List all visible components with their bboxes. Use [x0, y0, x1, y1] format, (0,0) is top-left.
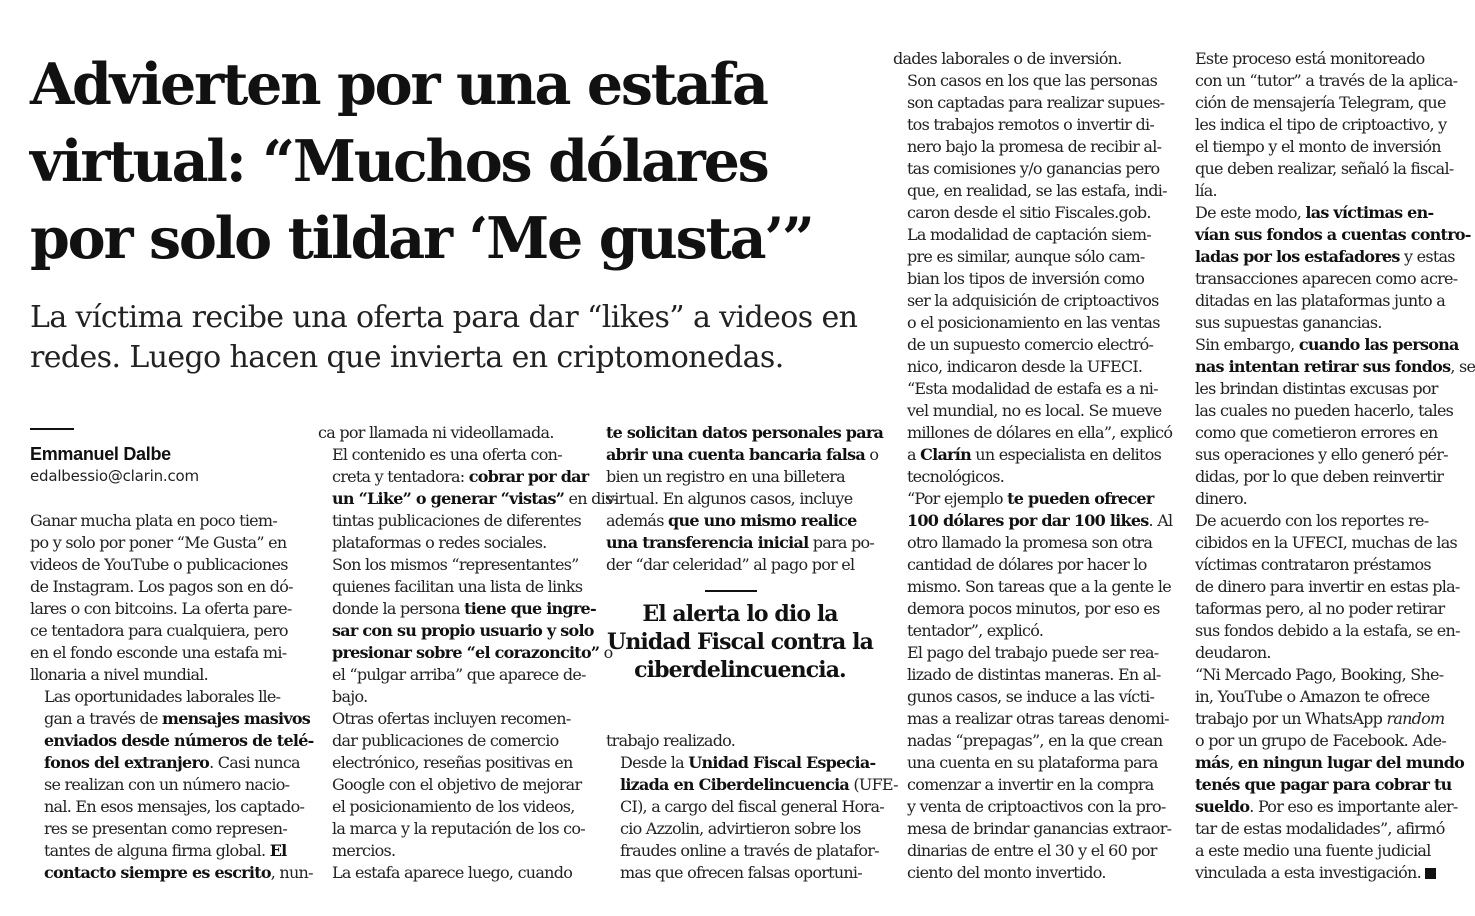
- text-line: Sin embargo, cuando las persona: [1195, 335, 1459, 354]
- bold-text: contacto siempre es escrito: [44, 863, 271, 882]
- text-line: cantidad de dólares por hacer lo: [907, 555, 1147, 574]
- text-line: didas, por lo que deben reinvertir: [1195, 467, 1444, 486]
- bold-text: te solicitan datos personales para: [606, 423, 884, 442]
- bold-text: El: [269, 841, 287, 860]
- text-line: lizado de distintas maneras. En al-: [907, 665, 1161, 684]
- text-line: dades laborales o de inversión.: [893, 49, 1122, 68]
- text-line: una cuenta en su plataforma para: [907, 753, 1158, 772]
- text-line: la marca y la reputación de los co-: [332, 819, 585, 838]
- text-line: fonos del extranjero. Casi nunca: [44, 753, 300, 772]
- text-line: El pago del trabajo puede ser rea-: [907, 643, 1159, 662]
- text-line: gunos casos, se induce a las vícti-: [907, 687, 1155, 706]
- text-line: “Por ejemplo te pueden ofrecer: [907, 489, 1154, 508]
- text-line: o por un grupo de Facebook. Ade-: [1195, 731, 1447, 750]
- text-line: Son los mismos “representantes”: [332, 555, 579, 574]
- text-line: se realizan con un número nacio-: [44, 775, 290, 794]
- text-line: a Clarín un especialista en delitos: [907, 445, 1162, 464]
- text-line: transacciones aparecen como acre-: [1195, 269, 1458, 288]
- text-line: cio Azzolin, advirtieron sobre los: [620, 819, 861, 838]
- text-line: Google con el objetivo de mejorar: [332, 775, 582, 794]
- text-line: mismo. Son tareas que a la gente le: [907, 577, 1171, 596]
- text-line: Las oportunidades laborales lle-: [44, 687, 281, 706]
- text-line: ser la adquisición de criptoactivos: [907, 291, 1159, 310]
- text-line: der “dar celeridad” al pago por el: [606, 555, 855, 574]
- bold-text: Unidad Fiscal Especia-: [688, 753, 876, 772]
- text-line: donde la persona tiene que ingre-: [332, 599, 596, 618]
- pull-quote-line: ciberdelincuencia.: [634, 657, 846, 683]
- author-name: Emmanuel Dalbe: [30, 444, 171, 464]
- text-line: dinero.: [1195, 489, 1247, 508]
- article-column-4: [893, 48, 1173, 884]
- text-line: mas que ofrecen falsas oportuni-: [620, 863, 862, 882]
- paragraph: [1181, 48, 1458, 202]
- text-line: sus supuestas ganancias.: [1195, 313, 1382, 332]
- paragraph: [893, 488, 1173, 642]
- text-line: contacto siempre es escrito, nun-: [44, 863, 313, 882]
- text-line: Este proceso está monitoreado: [1195, 49, 1425, 68]
- italic-text: random: [1386, 709, 1445, 728]
- subheadline: [30, 298, 870, 378]
- text-line: ce tentadora para cualquiera, pero: [30, 621, 288, 640]
- text-line: De este modo, las víctimas en-: [1195, 203, 1434, 222]
- text-line: mercios.: [332, 841, 396, 860]
- paragraph: [318, 422, 588, 444]
- text-line: en el fondo esconde una estafa mi-: [30, 643, 287, 662]
- text-line: un “Like” o generar “vistas” en dis-: [332, 489, 618, 508]
- text-line: Otras ofertas incluyen recomen-: [332, 709, 571, 728]
- bold-text: cobrar por dar: [468, 467, 589, 486]
- paragraph: [1181, 334, 1475, 510]
- bold-text: que uno mismo realice: [668, 511, 857, 530]
- text-line: Son casos en los que las personas: [907, 71, 1158, 90]
- bold-text: las víctimas en-: [1305, 203, 1434, 222]
- text-line: virtual. En algunos casos, incluye: [606, 489, 853, 508]
- text-line: llonaria a nivel mundial.: [30, 665, 208, 684]
- text-line: presionar sobre “el corazoncito” o: [332, 643, 613, 662]
- bold-text: lizada en Ciberdelincuencia: [620, 775, 850, 794]
- bold-text: fonos del extranjero: [44, 753, 210, 772]
- text-line: el “pulgar arriba” que aparece de-: [332, 665, 586, 684]
- text-line: Ganar mucha plata en poco tiem-: [30, 511, 277, 530]
- text-line: víctimas contrataron préstamos: [1195, 555, 1431, 574]
- text-line: tentador”, explicó.: [907, 621, 1044, 640]
- pullquote-rule: [705, 590, 757, 592]
- text-line: y venta de criptoactivos con la pro-: [907, 797, 1166, 816]
- text-line: nas intentan retirar sus fondos, se: [1195, 357, 1475, 376]
- bold-text: vían sus fondos a cuentas contro-: [1195, 225, 1471, 244]
- text-line: mas a realizar otras tareas denomi-: [907, 709, 1169, 728]
- text-line: De acuerdo con los reportes re-: [1195, 511, 1429, 530]
- text-line: demora pocos minutos, por eso es: [907, 599, 1160, 618]
- text-line: El contenido es una oferta con-: [332, 445, 562, 464]
- text-line: vel mundial, no es local. Se mueve: [907, 401, 1162, 420]
- bold-text: presionar sobre “el corazoncito”: [332, 643, 600, 662]
- text-line: lía.: [1195, 181, 1217, 200]
- headline-line: Advierten por una estafa: [30, 51, 767, 118]
- bold-text: nas intentan retirar sus fondos: [1195, 357, 1451, 376]
- bold-text: ladas por los estafadores: [1195, 247, 1400, 266]
- text-line: lares o con bitcoins. La oferta pare-: [30, 599, 292, 618]
- paragraph: [606, 422, 884, 576]
- paragraph: [893, 48, 1161, 70]
- text-line: millones de dólares en ella”, explicó: [907, 423, 1173, 442]
- paragraph: [318, 554, 613, 708]
- bold-text: cuando las persona: [1298, 335, 1459, 354]
- text-line: vinculada a esta investigación.: [1181, 862, 1449, 884]
- text-line: nero bajo la promesa de recibir al-: [907, 137, 1162, 156]
- bold-text: tiene que ingre-: [464, 599, 596, 618]
- headline-line: virtual: “Muchos dólares: [30, 128, 768, 195]
- subheadline-line: La víctima recibe una oferta para dar “likes” a videos en: [30, 300, 858, 335]
- text-line: taformas pero, al no poder retirar: [1195, 599, 1445, 618]
- text-line: que deben realizar, señaló la fiscal-: [1195, 159, 1454, 178]
- bold-text: 100 dólares por dar 100 likes: [907, 511, 1149, 530]
- text-line: La estafa aparece luego, cuando: [332, 863, 573, 882]
- text-line: comenzar a invertir en la compra: [907, 775, 1154, 794]
- text-line: son captadas para realizar supues-: [907, 93, 1165, 112]
- text-line: in, YouTube o Amazon te ofrece: [1195, 687, 1430, 706]
- bold-text: mensajes masivos: [162, 709, 311, 728]
- paragraph: [318, 862, 588, 884]
- text-line: tecnológicos.: [907, 467, 1005, 486]
- paragraph: [318, 708, 588, 862]
- bold-text: te pueden ofrecer: [1007, 489, 1154, 508]
- author-email: edalbessio@clarin.com: [30, 467, 199, 485]
- pull-quote: [606, 600, 874, 684]
- text-line: bien un registro en una billetera: [606, 467, 845, 486]
- bold-text: una transferencia inicial: [606, 533, 809, 552]
- text-line: videos de YouTube o publicaciones: [30, 555, 288, 574]
- text-line: como que cometieron errores en: [1195, 423, 1438, 442]
- text-line: nico, indicaron desde la UFECI.: [907, 357, 1143, 376]
- text-line: de Instagram. Los pagos son en dó-: [30, 577, 293, 596]
- article-column-5: [1181, 48, 1475, 884]
- text-line: 100 dólares por dar 100 likes. Al: [907, 511, 1173, 530]
- paragraph: [606, 730, 874, 752]
- text-line: tas comisiones y/o ganancias pero: [907, 159, 1160, 178]
- text-line: creta y tentadora: cobrar por dar: [332, 467, 589, 486]
- text-line: además que uno mismo realice: [606, 511, 857, 530]
- bold-text: sueldo: [1195, 797, 1250, 816]
- text-line: sus fondos debido a la estafa, se en-: [1195, 621, 1460, 640]
- article-column-2: [318, 422, 618, 884]
- pull-quote-line: Unidad Fiscal contra la: [607, 629, 873, 655]
- text-line: lizada en Ciberdelincuencia (UFE-: [620, 775, 898, 794]
- text-line: [30, 730, 314, 752]
- text-line: [606, 422, 884, 444]
- headline-line: por solo tildar ‘Me gusta’”: [30, 205, 813, 272]
- text-line: a este medio una fuente judicial: [1195, 841, 1431, 860]
- paragraph: [30, 686, 314, 884]
- text-line: plataformas o redes sociales.: [332, 533, 547, 552]
- text-line: ladas por los estafadores y estas: [1195, 247, 1455, 266]
- bold-text: Clarín: [920, 445, 971, 464]
- text-line: deudaron.: [1195, 643, 1271, 662]
- text-line: trabajo por un WhatsApp random: [1195, 709, 1445, 728]
- text-line: “Esta modalidad de estafa es a ni-: [907, 379, 1158, 398]
- text-line: más, en ningun lugar del mundo: [1195, 753, 1465, 772]
- text-line: dar publicaciones de comercio: [332, 731, 559, 750]
- text-line: [1181, 774, 1452, 796]
- text-line: res se presentan como represen-: [44, 819, 287, 838]
- text-line: tintas publicaciones de diferentes: [332, 511, 581, 530]
- text-line: cibidos en la UFECI, muchas de las: [1195, 533, 1457, 552]
- text-line: tar de estas modalidades”, afirmó: [1195, 819, 1445, 838]
- text-line: el tiempo y el monto de inversión: [1195, 137, 1441, 156]
- article-column-3-bottom: [606, 730, 898, 884]
- text-line: ditadas en las plataformas junto a: [1195, 291, 1446, 310]
- end-of-article-mark: [1425, 868, 1436, 879]
- paragraph: [606, 752, 898, 884]
- text-line: “Ni Mercado Pago, Booking, She-: [1195, 665, 1444, 684]
- bold-text: sar con su propio usuario y solo: [332, 621, 594, 640]
- text-line: pre es similar, aunque sólo cam-: [907, 247, 1145, 266]
- paragraph: [893, 378, 1173, 488]
- text-line: La modalidad de captación siem-: [907, 225, 1151, 244]
- pull-quote-line: El alerta lo dio la: [642, 601, 838, 627]
- text-line: gan a través de mensajes masivos: [44, 709, 311, 728]
- text-line: otro llamado la promesa son otra: [907, 533, 1153, 552]
- bold-text: abrir una cuenta bancaria falsa: [606, 445, 865, 464]
- article-column-1: [30, 510, 314, 884]
- text-line: el posicionamiento de los videos,: [332, 797, 575, 816]
- text-line: dinarias de entre el 30 y el 60 por: [907, 841, 1157, 860]
- text-line: CI), a cargo del fiscal general Hora-: [620, 797, 884, 816]
- byline-rule: [30, 428, 74, 430]
- text-line: una transferencia inicial para po-: [606, 533, 875, 552]
- bold-text: en ningun lugar del mundo: [1237, 753, 1465, 772]
- text-line: ca por llamada ni videollamada.: [318, 423, 554, 442]
- subheadline-line: redes. Luego hacen que invierta en criptomonedas.: [30, 340, 784, 375]
- text-line: les indica el tipo de criptoactivo, y: [1195, 115, 1447, 134]
- bold-text: enviados desde números de telé-: [44, 731, 314, 750]
- text-line: nadas “prepagas”, en la que crean: [907, 731, 1163, 750]
- text-line: fraudes online a través de platafor-: [620, 841, 879, 860]
- text-line: ciento del monto invertido.: [907, 863, 1106, 882]
- paragraph: [1181, 664, 1465, 884]
- text-line: quienes facilitan una lista de links: [332, 577, 583, 596]
- text-line: de un supuesto comercio electró-: [907, 335, 1154, 354]
- text-line: o el posicionamiento en las ventas: [907, 313, 1160, 332]
- bold-text: tenés que pagar para cobrar tu: [1195, 775, 1452, 794]
- text-line: les brindan distintas excusas por: [1195, 379, 1438, 398]
- text-line: con un “tutor” a través de la aplica-: [1195, 71, 1458, 90]
- text-line: bajo.: [332, 687, 368, 706]
- text-line: las cuales no pueden hacerlo, tales: [1195, 401, 1454, 420]
- text-line: nal. En esos mensajes, los captado-: [44, 797, 305, 816]
- text-line: caron desde el sitio Fiscales.gob.: [907, 203, 1151, 222]
- paragraph: [1181, 510, 1460, 664]
- text-line: tos trabajos remotos o invertir di-: [907, 115, 1155, 134]
- text-line: bian los tipos de inversión como: [907, 269, 1145, 288]
- paragraph: [318, 444, 618, 554]
- paragraph: [30, 510, 298, 686]
- paragraph: [893, 642, 1172, 884]
- text-line: que, en realidad, se las estafa, indi-: [907, 181, 1167, 200]
- paragraph: [1181, 202, 1471, 334]
- text-line: ción de mensajería Telegram, que: [1195, 93, 1446, 112]
- text-line: electrónico, reseñas positivas en: [332, 753, 573, 772]
- article-column-3-top: [606, 422, 884, 576]
- text-line: de dinero para invertir en estas pla-: [1195, 577, 1460, 596]
- text-line: po y solo por poner “Me Gusta” en: [30, 533, 287, 552]
- text-line: sus operaciones y ello generó pér-: [1195, 445, 1448, 464]
- text-line: sueldo. Por eso es importante aler-: [1195, 797, 1458, 816]
- text-line: [318, 620, 594, 642]
- bold-text: un “Like” o generar “vistas”: [332, 489, 565, 508]
- text-line: [1181, 224, 1471, 246]
- text-line: Desde la Unidad Fiscal Especia-: [620, 753, 876, 772]
- paragraph: [893, 70, 1167, 224]
- text-line: trabajo realizado.: [606, 731, 736, 750]
- bold-text: más: [1195, 753, 1230, 772]
- text-line: abrir una cuenta bancaria falsa o: [606, 445, 879, 464]
- text-line: mesa de brindar ganancias extraor-: [907, 819, 1172, 838]
- paragraph: [893, 224, 1161, 378]
- text-line: tantes de alguna firma global. El: [44, 841, 287, 860]
- headline: [30, 46, 860, 277]
